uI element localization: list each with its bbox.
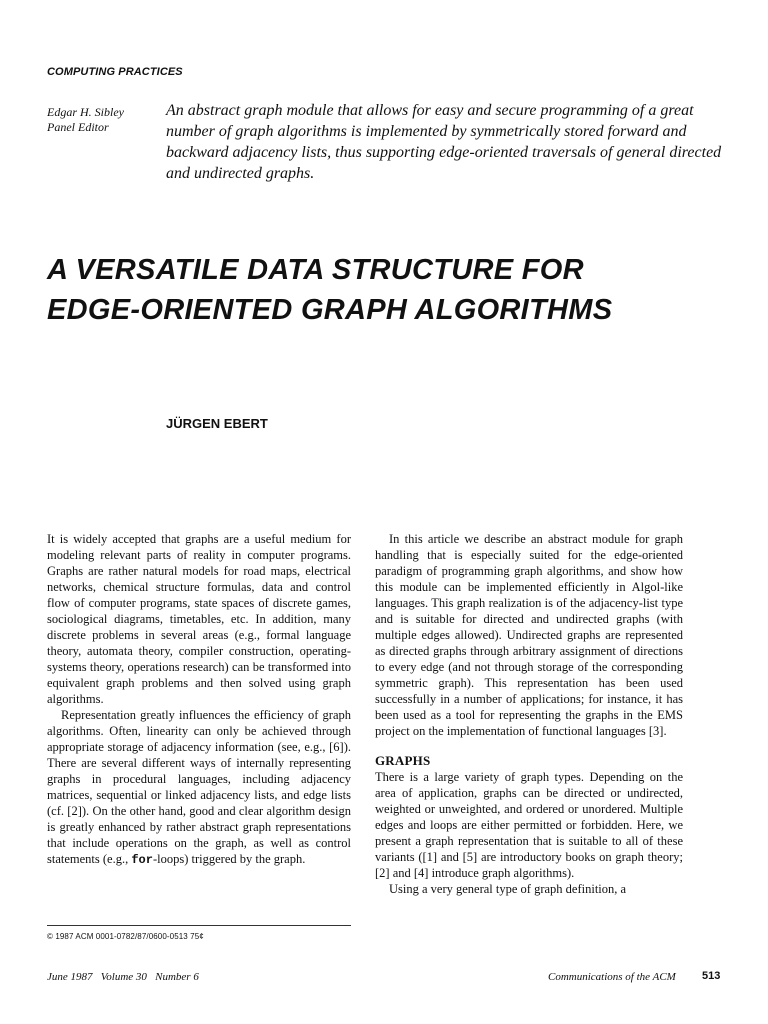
body-paragraph (47, 707, 351, 868)
body-paragraph: Using a very general type of graph definition, a (389, 882, 627, 896)
article-title-line-1: A VERSATILE DATA STRUCTURE FOR (47, 254, 584, 286)
editor-role: Panel Editor (47, 120, 109, 134)
body-paragraph: In this article we describe an abstract module for graph handling that is especially suited for the edge-oriented paradigm of programming graph algorithms, and show how this module can be implemented efficiently in Algol-like languages. This graph realization is of the adjacency-list type and is suitable for directed and undirected graphs (with multiple edges allowed). Undirected graphs are represented as directed graphs through arbitrary assignment of directions to every edge (and not through storage of the corresponding symmetric graph). This representation has been used successfully in a number of applications; for instance, it has been used as a tool for representing the graphs in the EMS project on the implementation of functional languages [3]. (375, 532, 683, 738)
section-heading-graphs: GRAPHS (375, 753, 431, 768)
body-text: Representation greatly influences the efficiency of graph algorithms. Often, linearity can only be achieved through appropriate storage of adjacency information (see, e.g., [6]). There are several different ways of internally representing graphs in procedural languages, including adjacency matrices, sequential or linked adjacency lists, and edge lists (cf. [2]). On the other hand, good and clear algorithm design is greatly enhanced by rather abstract graph representations that include operations on the graph, as well as control statements (e.g., (47, 708, 351, 866)
left-column (47, 531, 351, 868)
section-label: COMPUTING PRACTICES (47, 66, 183, 78)
body-text: -loops) triggered by the graph. (152, 852, 306, 866)
body-paragraph: It is widely accepted that graphs are a useful medium for modeling relevant parts of reality in computer programs. Graphs are rather natural models for road maps, electrical networks, chemical structure formulas, data and control flow of computer programs, state spaces of discrete games, sociological diagrams, timetables, etc. In addition, many discrete problems in several areas (e.g., formal language theory, automata theory, compiler construction, operating-systems theory, operations research) can be transformed into equivalent graph problems and then solved using graph algorithms. (47, 532, 351, 706)
editor-credit (47, 105, 157, 135)
article-title-line-2: EDGE-ORIENTED GRAPH ALGORITHMS (47, 294, 613, 326)
body-paragraph: There is a large variety of graph types. Depending on the area of application, graphs can be directed or undirected, weighted or unweighted, and ordered or unordered. Multiple edges and loops are either permitted or forbidden. Here, we present a graph representation that is suitable to all of these variants ([1] and [5] are introductory books on graph theory; [2] and [4] introduce graph algorithms). (375, 770, 683, 880)
abstract: An abstract graph module that allows for easy and secure programming of a great number of graph algorithms is implemented by symmetrically stored forward and backward adjacency lists, thus supporting edge-oriented traversals of general directed and undirected graphs. (166, 102, 722, 182)
copyright-footnote: © 1987 ACM 0001-0782/87/0600-0513 75¢ (47, 932, 204, 941)
article-title (47, 250, 612, 330)
footer-journal: Communications of the ACM (548, 971, 676, 983)
editor-name: Edgar H. Sibley (47, 105, 124, 119)
author-name: JÜRGEN EBERT (166, 416, 268, 431)
footnote-divider (47, 925, 351, 926)
page-number: 513 (702, 970, 721, 982)
code-keyword: for (131, 853, 153, 867)
right-column (375, 531, 683, 897)
footer-issue: June 1987 Volume 30 Number 6 (47, 971, 199, 983)
